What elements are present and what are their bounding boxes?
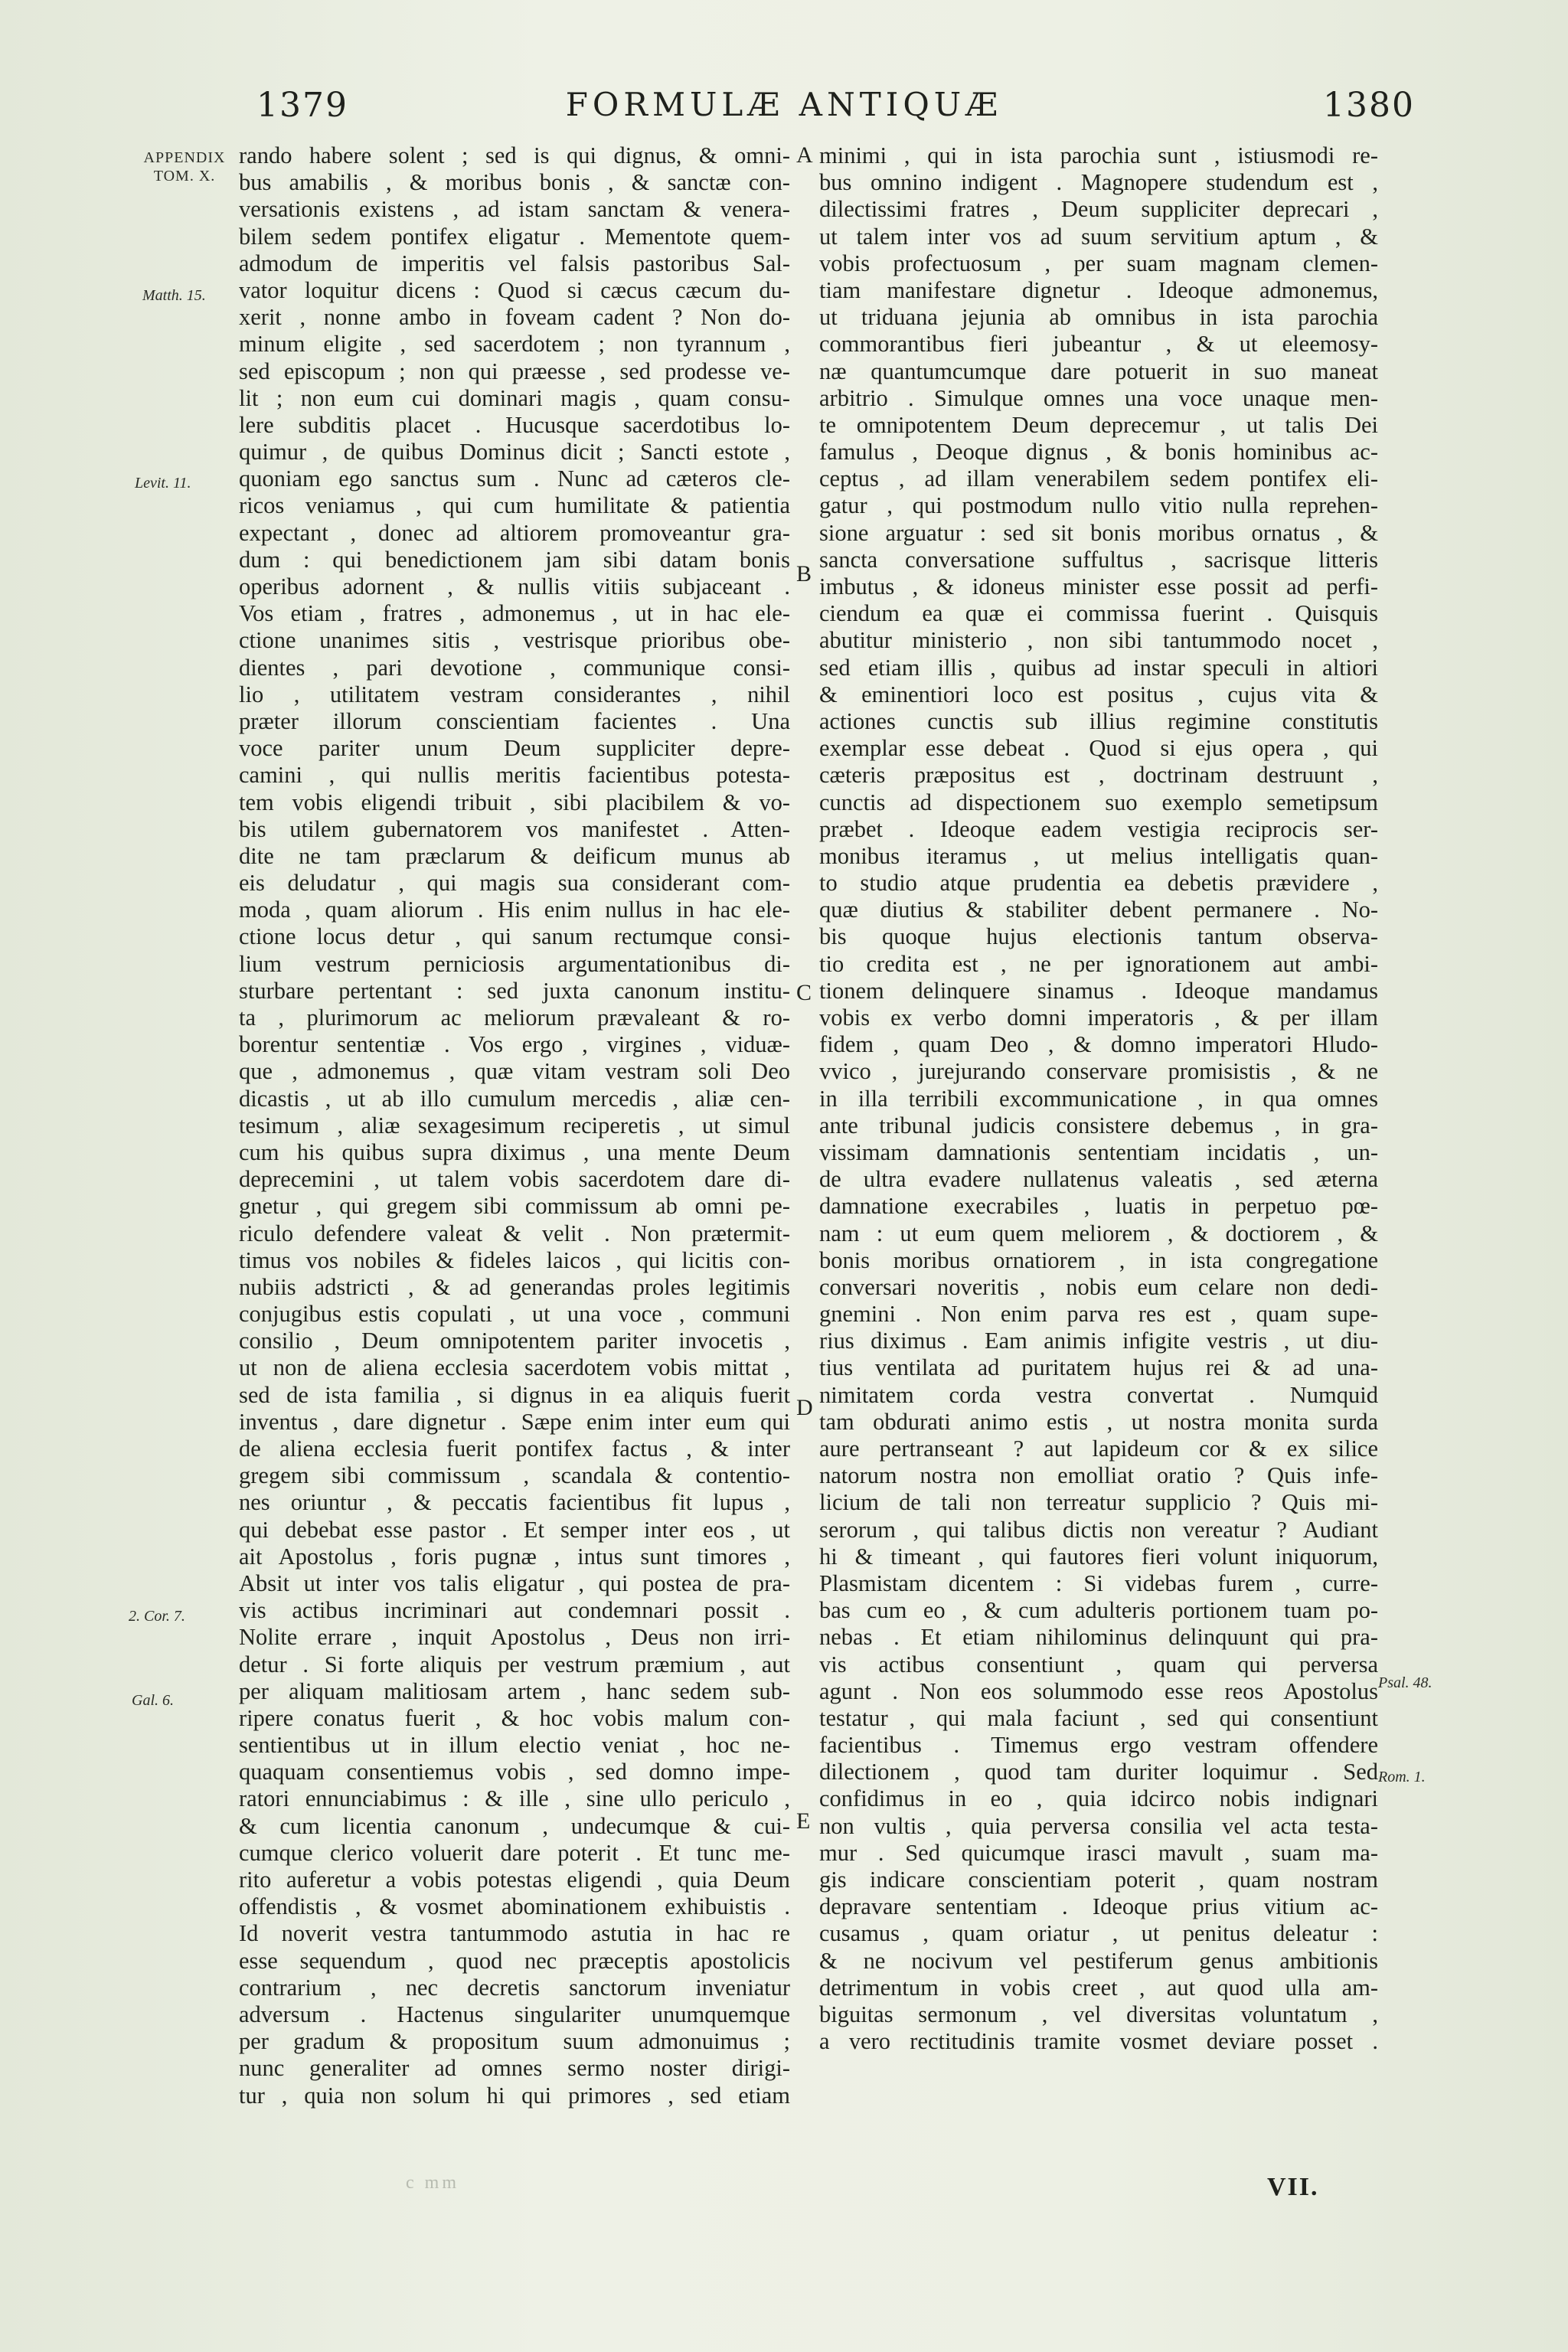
text-line: riculo defendere valeat & velit . Non prætermit- (239, 1220, 790, 1246)
text-line: ctione unanimes sitis , vestrisque prioribus obe- (239, 627, 790, 654)
section-letter-e: E (796, 1808, 811, 1834)
text-line: dientes , pari devotione , communique consi- (239, 654, 790, 681)
text-line: monibus iteramus , ut melius intelligatis quan- (819, 842, 1378, 869)
text-line: gatur , qui postmodum nullo vitio nulla reprehen- (819, 492, 1378, 519)
text-line: quoniam ego sanctus sum . Nunc ad cæteros cle- (239, 466, 790, 492)
margin-appendix-note: APPENDIX TOM. X. (143, 149, 226, 185)
text-line: ut non de aliena ecclesia sacerdotem vobis mittat , (239, 1354, 790, 1381)
text-line: gis indicare conscientiam poterit , quam nostram (819, 1867, 1378, 1893)
text-line: ut talem inter vos ad suum servitium aptum , & (819, 223, 1378, 250)
text-line: inventus , dare dignetur . Sæpe enim inter eum qui (239, 1408, 790, 1435)
text-line: rius diximus . Eam animis infigite vestris , ut diu- (819, 1328, 1378, 1354)
text-line: tiam manifestare dignetur . Ideoque admonemus, (819, 276, 1378, 303)
text-line: expectant , donec ad altiorem promoveantur gra- (239, 519, 790, 546)
text-line: serorum , qui talibus dictis non vereatur ? Audiant (819, 1516, 1378, 1543)
text-line: ratori ennunciabimus : & ille , sine ullo periculo , (239, 1785, 790, 1812)
text-line: ceptus , ad illam venerabilem sedem pontifex eli- (819, 466, 1378, 492)
text-line: quæ diutius & stabiliter debent permanere . No- (819, 897, 1378, 923)
text-line: bas cum eo , & cum adulteris portionem tuam po- (819, 1597, 1378, 1624)
text-line: sed episcopum ; non qui præesse , sed prodesse ve- (239, 358, 790, 384)
text-line: bonis moribus ornatiorem , in ista congregatione (819, 1246, 1378, 1273)
text-line: lium vestrum perniciosis argumentationibus di- (239, 950, 790, 977)
text-line: bus omnino indigent . Magnopere studendum est , (819, 169, 1378, 196)
margin-ref-gal: Gal. 6. (132, 1692, 174, 1709)
text-line: Nolite errare , inquit Apostolus , Deus non irri- (239, 1624, 790, 1651)
text-line: non vultis , quia perversa consilia vel acta testa- (819, 1812, 1378, 1839)
text-line: lere subditis placet . Hucusque sacerdotibus lo- (239, 411, 790, 438)
text-line: in illa terribili excommunicatione , in qua omnes (819, 1085, 1378, 1112)
text-line: Plasmistam dicentem : Si videbas furem , curre- (819, 1570, 1378, 1596)
text-line: moda , quam aliorum . His enim nullus in hac ele- (239, 897, 790, 923)
text-line: conjugibus estis copulati , ut una voce , communi (239, 1301, 790, 1328)
text-line: ante tribunal judicis consistere debemus , in gra- (819, 1112, 1378, 1138)
text-line: qui debebat esse pastor . Et semper inter eos , ut (239, 1516, 790, 1543)
text-line: ait Apostolus , foris pugnæ , intus sunt timores , (239, 1543, 790, 1570)
text-line: confidimus in eo , quia idcirco nobis indignari (819, 1785, 1378, 1812)
text-line: sed etiam illis , quibus ad instar speculi in altiori (819, 654, 1378, 681)
text-line: dicastis , ut ab illo cumulum mercedis , aliæ cen- (239, 1085, 790, 1112)
section-letter-a: A (796, 142, 813, 168)
text-line: deprecemini , ut talem vobis sacerdotem dare di- (239, 1166, 790, 1193)
text-line: contrarium , nec decretis sanctorum inveniatur (239, 1974, 790, 2001)
text-line: vator loquitur dicens : Quod si cæcus cæcum du- (239, 276, 790, 303)
text-line: dilectionem , quod tam duriter loquimur . Sed (819, 1759, 1378, 1785)
text-line: to studio atque prudentia ea debetis prævidere , (819, 870, 1378, 897)
text-line: sturbare pertentant : sed juxta canonum institu- (239, 977, 790, 1004)
text-line: quimur , de quibus Dominus dicit ; Sancti estote , (239, 439, 790, 466)
text-line: operibus adornent , & nullis vitiis subjaceant . (239, 573, 790, 599)
text-line: borentur sententiæ . Vos ergo , virgines , viduæ- (239, 1031, 790, 1058)
text-line: que , admonemus , quæ vitam vestram soli Deo (239, 1058, 790, 1085)
text-line: testatur , qui mala faciunt , sed qui consentiunt (819, 1704, 1378, 1731)
text-line: nam : ut eum quem meliorem , & doctiorem , & (819, 1220, 1378, 1246)
text-line: ripere conatus fuerit , & hoc vobis malum con- (239, 1704, 790, 1731)
text-line: tur , quia non solum hi qui primores , sed etiam (239, 2082, 790, 2109)
text-line: nebas . Et etiam nihilominus delinquunt qui pra- (819, 1624, 1378, 1651)
text-line: minum eligite , sed sacerdotem ; non tyrannum , (239, 331, 790, 358)
text-line: tionem delinquere sinamus . Ideoque mandamus (819, 977, 1378, 1004)
text-line: lio , utilitatem vestram considerantes , nihil (239, 681, 790, 707)
text-line: adversum . Hactenus singulariter unumquemque (239, 2001, 790, 2027)
text-line: rito auferetur a vobis potestas eligendi , quia Deum (239, 1867, 790, 1893)
text-line: dite ne tam præclarum & deificum munus ab (239, 842, 790, 869)
text-line: cunctis ad dispectionem suo exemplo semetipsum (819, 789, 1378, 815)
signature-mark: VII. (1267, 2173, 1319, 2201)
text-line: vvico , jurejurando conservare promisistis , & ne (819, 1058, 1378, 1085)
margin-ref-rom: Rom. 1. (1378, 1769, 1426, 1785)
text-line: abutitur ministerio , non sibi tantummodo nocet , (819, 627, 1378, 654)
text-line: admodum de imperitis vel falsis pastoribus Sal- (239, 250, 790, 276)
text-line: versationis existens , ad istam sanctam & venera- (239, 196, 790, 223)
text-line: arbitrio . Simulque omnes una voce unaque men- (819, 384, 1378, 411)
text-line: exemplar esse debeat . Quod si ejus opera , qui (819, 735, 1378, 762)
text-line: ut triduana jejunia ab omnibus in ista parochia (819, 304, 1378, 331)
text-line: ricos veniamus , qui cum humilitate & patientia (239, 492, 790, 519)
text-line: sed de ista familia , si dignus in ea aliquis fuerit (239, 1381, 790, 1408)
text-line: mur . Sed quicumque irasci mavult , suam ma- (819, 1839, 1378, 1866)
text-line: sancta conversatione suffultus , sacrisque litteris (819, 546, 1378, 573)
text-line: agunt . Non eos solummodo esse reos Apostolus (819, 1677, 1378, 1704)
text-line: sione arguatur : sed sit bonis moribus ornatus , & (819, 519, 1378, 546)
text-line: rando habere solent ; sed is qui dignus, & omni- (239, 142, 790, 168)
text-line: præbet . Ideoque eadem vestigia reciprocis ser- (819, 815, 1378, 842)
text-column-right (819, 142, 1378, 2055)
text-line: conversari noveritis , nobis eum celare non dedi- (819, 1273, 1378, 1300)
text-line: næ quantumcumque dare potuerit in suo maneat (819, 358, 1378, 384)
margin-ref-levit: Levit. 11. (135, 475, 191, 492)
text-line: bis utilem gubernatorem vos manifestet . Atten- (239, 815, 790, 842)
text-line: tem vobis eligendi tribuit , sibi placibilem & vo- (239, 789, 790, 815)
section-letter-d: D (796, 1395, 813, 1420)
text-line: nimitatem corda vestra convertat . Numquid (819, 1381, 1378, 1408)
faint-footer-mark: c mm (406, 2173, 459, 2193)
text-line: de aliena ecclesia fuerit pontifex factus , & inter (239, 1436, 790, 1462)
text-line: ctione locus detur , qui sanum rectumque consi- (239, 923, 790, 950)
text-line: cæteris præpositus est , doctrinam destruunt , (819, 762, 1378, 789)
text-line: licium de tali non terreatur supplicio ? Quis mi- (819, 1489, 1378, 1516)
text-line: & ne nocivum vel pestiferum genus ambitionis (819, 1947, 1378, 1974)
text-line: aure pertranseant ? aut lapideum cor & ex silice (819, 1436, 1378, 1462)
text-line: de ultra evadere nullatenus valeatis , sed æterna (819, 1166, 1378, 1193)
text-line: vobis ex verbo domni imperatoris , & per illam (819, 1004, 1378, 1031)
text-line: Id noverit vestra tantummodo astutia in hac re (239, 1920, 790, 1947)
text-line: eis deludatur , qui magis sua considerant com- (239, 870, 790, 897)
text-line: dum : qui benedictionem jam sibi datam bonis (239, 546, 790, 573)
text-line: nubiis adstricti , & ad generandas proles legitimis (239, 1273, 790, 1300)
text-line: sentientibus ut in illum electio veniat , hoc ne- (239, 1732, 790, 1759)
page-number-left: 1379 (256, 86, 348, 125)
text-line: detrimentum in vobis creet , aut quod ulla am- (819, 1974, 1378, 2001)
section-letter-c: C (796, 980, 812, 1005)
text-line: gnemini . Non enim parva res est , quam supe- (819, 1301, 1378, 1328)
text-line: per aliquam malitiosam artem , hanc sedem sub- (239, 1677, 790, 1704)
text-column-left (239, 142, 790, 2109)
text-line: minimi , qui in ista parochia sunt , istiusmodi re- (819, 142, 1378, 168)
text-line: gregem sibi commissum , scandala & contentio- (239, 1462, 790, 1489)
text-line: vobis profectuosum , per suam magnam clemen- (819, 250, 1378, 276)
text-line: timus vos nobiles & fideles laicos , qui licitis con- (239, 1246, 790, 1273)
margin-ref-cor: 2. Cor. 7. (129, 1608, 185, 1625)
text-line: tio credita est , ne per ignorationem aut ambi- (819, 950, 1378, 977)
text-line: camini , qui nullis meritis facientibus potesta- (239, 762, 790, 789)
section-letter-b: B (796, 561, 812, 586)
text-line: bis quoque hujus electionis tantum observa- (819, 923, 1378, 950)
text-line: a vero rectitudinis tramite vosmet deviare posset . (819, 2028, 1378, 2055)
text-line: xerit , nonne ambo in foveam cadent ? Non do- (239, 304, 790, 331)
text-line: cumque clerico voluerit dare poterit . Et tunc me- (239, 1839, 790, 1866)
text-line: fidem , quam Deo , & domno imperatori Hludo- (819, 1031, 1378, 1058)
text-line: tesimum , aliæ sexagesimum reciperetis , ut simul (239, 1112, 790, 1138)
text-line: & cum licentia canonum , undecumque & cui- (239, 1812, 790, 1839)
text-line: bus amabilis , & moribus bonis , & sanctæ con- (239, 169, 790, 196)
text-line: tius ventilata ad puritatem hujus rei & ad una- (819, 1354, 1378, 1381)
margin-ref-psal: Psal. 48. (1378, 1674, 1432, 1691)
text-line: natorum nostra non emolliat oratio ? Quis infe- (819, 1462, 1378, 1489)
text-line: voce pariter unum Deum suppliciter depre- (239, 735, 790, 762)
text-line: cusamus , quam oriatur , ut penitus deleatur : (819, 1920, 1378, 1947)
text-line: vis actibus incriminari aut condemnari possit . (239, 1597, 790, 1624)
text-line: dilectissimi fratres , Deum suppliciter deprecari , (819, 196, 1378, 223)
text-line: ciendum ea quæ ei commissa fuerint . Quisquis (819, 600, 1378, 627)
text-line: consilio , Deum omnipotentem pariter invocetis , (239, 1328, 790, 1354)
text-line: Vos etiam , fratres , admonemus , ut in hac ele- (239, 600, 790, 627)
text-line: biguitas sermonum , vel diversitas voluntatum , (819, 2001, 1378, 2027)
text-line: nes oriuntur , & peccatis facientibus fit lupus , (239, 1489, 790, 1516)
text-line: gnetur , qui gregem sibi commissum ab omni pe- (239, 1193, 790, 1220)
text-line: esse sequendum , quod nec præceptis apostolicis (239, 1947, 790, 1974)
text-line: cum his quibus supra diximus , una mente Deum (239, 1138, 790, 1165)
margin-ref-matth: Matth. 15. (142, 287, 206, 304)
text-line: tam obdurati animo estis , ut nostra monita surda (819, 1408, 1378, 1435)
text-line: imbutus , & idoneus minister esse possit ad perfi- (819, 573, 1378, 599)
text-line: ta , plurimorum ac meliorum prævaleant & ro- (239, 1004, 790, 1031)
text-line: vissimam damnationis sententiam incidatis , un- (819, 1138, 1378, 1165)
text-line: per gradum & propositum suum admonuimus ; (239, 2028, 790, 2055)
text-line: detur . Si forte aliquis per vestrum præmium , aut (239, 1651, 790, 1677)
text-line: quaquam consentiemus vobis , sed domno impe- (239, 1759, 790, 1785)
text-line: depravare sententiam . Ideoque prius vitium ac- (819, 1893, 1378, 1920)
text-line: famulus , Deoque dignus , & bonis hominibus ac- (819, 439, 1378, 466)
text-line: bilem sedem pontifex eligatur . Mementote quem- (239, 223, 790, 250)
text-line: nunc generaliter ad omnes sermo noster dirigi- (239, 2055, 790, 2082)
text-line: facientibus . Timemus ergo vestram offendere (819, 1732, 1378, 1759)
text-line: hi & timeant , qui fautores fieri volunt iniquorum, (819, 1543, 1378, 1570)
text-line: & eminentiori loco est positus , cujus vita & (819, 681, 1378, 707)
running-title: FORMULÆ ANTIQUÆ (565, 86, 1003, 123)
text-line: commorantibus fieri jubeantur , & ut eleemosy- (819, 331, 1378, 358)
text-line: damnatione execrabiles , luatis in perpetuo pœ- (819, 1193, 1378, 1220)
text-line: te omnipotentem Deum deprecemur , ut talis Dei (819, 411, 1378, 438)
text-line: actiones cunctis sub illius regimine constitutis (819, 707, 1378, 734)
text-line: Absit ut inter vos talis eligatur , qui postea de pra- (239, 1570, 790, 1596)
text-line: vis actibus consentiunt , quam qui perversa (819, 1651, 1378, 1677)
text-line: offendistis , & vosmet abominationem exhibuistis . (239, 1893, 790, 1920)
text-line: lit ; non eum cui dominari magis , quam consu- (239, 384, 790, 411)
text-line: præter illorum conscientiam facientes . Una (239, 707, 790, 734)
page-number-right: 1380 (1323, 86, 1415, 125)
